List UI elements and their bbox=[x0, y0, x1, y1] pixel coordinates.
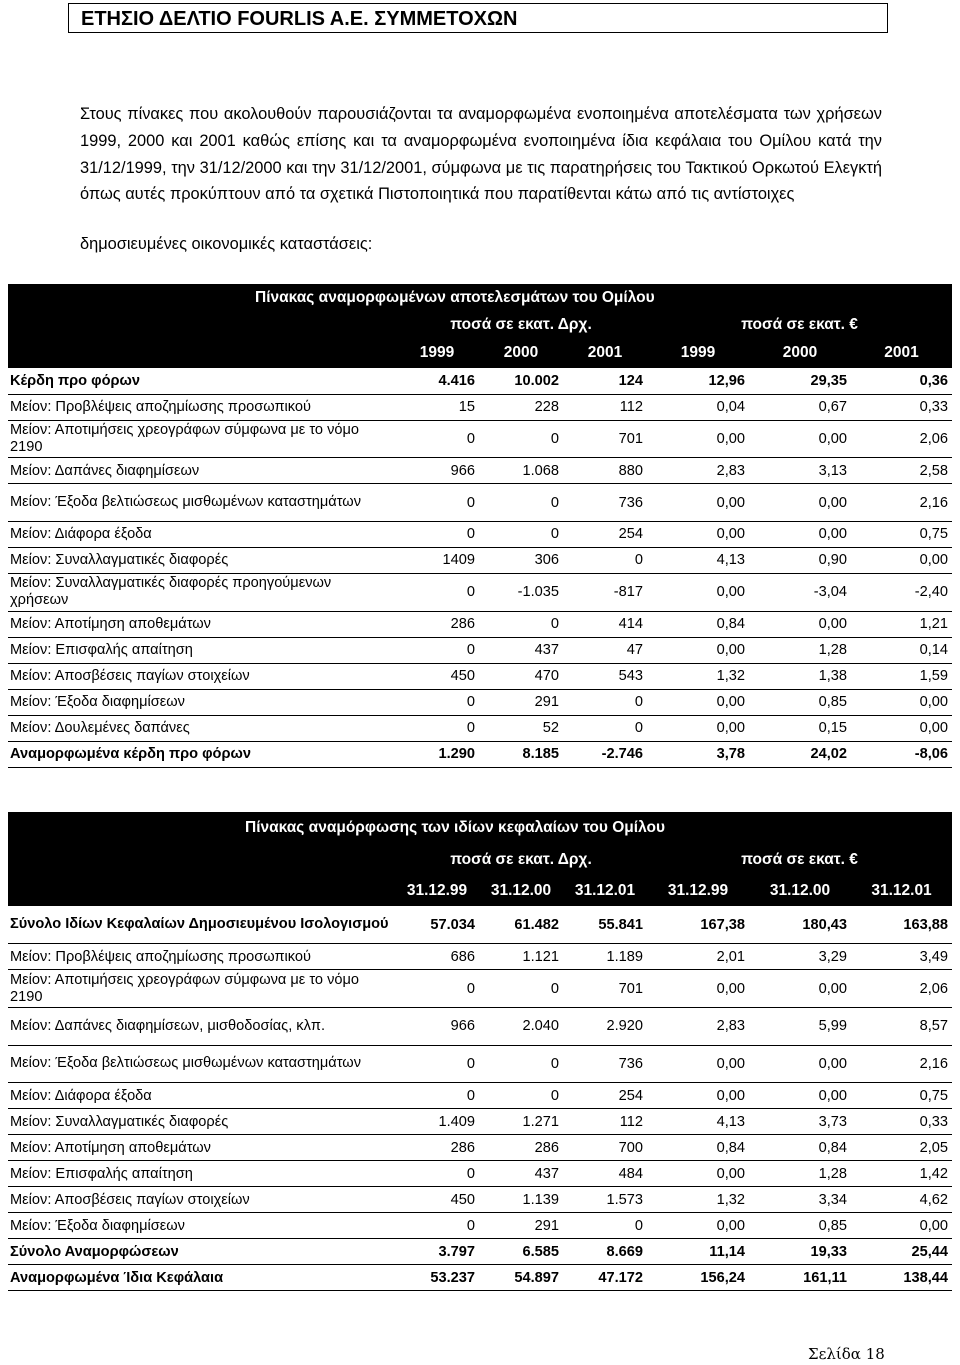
row-value: 1.068 bbox=[479, 458, 563, 484]
row-label: Μείον: Συναλλαγματικές διαφορές προηγούμενων χρήσεων bbox=[8, 573, 395, 611]
row-value: 0 bbox=[395, 1161, 479, 1187]
row-value: 0,14 bbox=[851, 637, 952, 663]
row-value: 0 bbox=[479, 1083, 563, 1109]
row-value: -1.035 bbox=[479, 573, 563, 611]
row-value: 1.409 bbox=[395, 1109, 479, 1135]
row-value: 0 bbox=[395, 573, 479, 611]
row-value: 306 bbox=[479, 547, 563, 573]
row-value: 12,96 bbox=[647, 368, 749, 394]
table2-col-header: 31.12.01 bbox=[851, 876, 952, 906]
row-value: 0,00 bbox=[749, 611, 851, 637]
row-value: -817 bbox=[563, 573, 647, 611]
table-row bbox=[8, 1045, 952, 1083]
table-row bbox=[8, 368, 952, 394]
row-value: 55.841 bbox=[563, 906, 647, 944]
row-value: -3,04 bbox=[749, 573, 851, 611]
row-value: 2.040 bbox=[479, 1007, 563, 1045]
row-value: 0,00 bbox=[647, 1213, 749, 1239]
row-label: Μείον: Προβλέψεις αποζημίωσης προσωπικού bbox=[8, 944, 395, 970]
table2-group-drachma: ποσά σε εκατ. Δρχ. bbox=[395, 844, 647, 876]
table1-col-header: 1999 bbox=[395, 338, 479, 368]
row-value: 10.002 bbox=[479, 368, 563, 394]
row-value: 0,00 bbox=[647, 420, 749, 458]
row-value: 414 bbox=[563, 611, 647, 637]
row-label: Σύνολο Ιδίων Κεφαλαίων Δημοσιευμένου Ισολογισμού bbox=[8, 906, 395, 944]
row-value: 1,38 bbox=[749, 663, 851, 689]
row-value: 437 bbox=[479, 637, 563, 663]
row-value: 167,38 bbox=[647, 906, 749, 944]
intro-paragraph-last-line: δημοσιευμένες οικονομικές καταστάσεις: bbox=[80, 235, 373, 253]
adjusted-equity-table bbox=[8, 812, 952, 1291]
row-value: 57.034 bbox=[395, 906, 479, 944]
row-value: 0,90 bbox=[749, 547, 851, 573]
row-label: Μείον: Έξοδα βελτιώσεως μισθωμένων καταστημάτων bbox=[8, 1045, 395, 1083]
table-row bbox=[8, 689, 952, 715]
table1-col-header: 1999 bbox=[647, 338, 749, 368]
row-label: Μείον: Επισφαλής απαίτηση bbox=[8, 1161, 395, 1187]
row-value: 2,06 bbox=[851, 420, 952, 458]
row-value: 0 bbox=[395, 1083, 479, 1109]
row-value: 701 bbox=[563, 970, 647, 1008]
row-label: Κέρδη προ φόρων bbox=[8, 368, 395, 394]
row-value: 450 bbox=[395, 1187, 479, 1213]
row-value: 0 bbox=[395, 521, 479, 547]
row-value: 0,00 bbox=[647, 484, 749, 522]
table1-col-header: 2001 bbox=[851, 338, 952, 368]
table-row bbox=[8, 970, 952, 1008]
row-value: 29,35 bbox=[749, 368, 851, 394]
row-value: 3,78 bbox=[647, 741, 749, 767]
row-value: 0,00 bbox=[749, 484, 851, 522]
row-value: 4,13 bbox=[647, 1109, 749, 1135]
row-value: 0 bbox=[563, 715, 647, 741]
row-value: 0,00 bbox=[647, 1161, 749, 1187]
row-value: 1,28 bbox=[749, 637, 851, 663]
row-label: Μείον: Έξοδα διαφημίσεων bbox=[8, 689, 395, 715]
row-value: 0 bbox=[479, 420, 563, 458]
row-value: 2,16 bbox=[851, 484, 952, 522]
row-label: Μείον: Επισφαλής απαίτηση bbox=[8, 637, 395, 663]
table-row bbox=[8, 1083, 952, 1109]
row-value: 163,88 bbox=[851, 906, 952, 944]
row-label: Μείον: Αποσβέσεις παγίων στοιχείων bbox=[8, 1187, 395, 1213]
row-label: Μείον: Αποτίμηση αποθεμάτων bbox=[8, 1135, 395, 1161]
row-value: -2.746 bbox=[563, 741, 647, 767]
table-row bbox=[8, 741, 952, 767]
row-value: 0,00 bbox=[647, 689, 749, 715]
table-row bbox=[8, 573, 952, 611]
row-value: 0 bbox=[563, 547, 647, 573]
row-value: 52 bbox=[479, 715, 563, 741]
row-value: 0,84 bbox=[749, 1135, 851, 1161]
row-value: 0,75 bbox=[851, 521, 952, 547]
row-value: 0 bbox=[479, 611, 563, 637]
table2-col-header: 31.12.01 bbox=[563, 876, 647, 906]
row-value: 450 bbox=[395, 663, 479, 689]
row-value: 6.585 bbox=[479, 1239, 563, 1265]
row-value: 1,42 bbox=[851, 1161, 952, 1187]
row-value: 0,00 bbox=[851, 1213, 952, 1239]
row-value: 686 bbox=[395, 944, 479, 970]
row-value: 254 bbox=[563, 1083, 647, 1109]
table2-col-header: 31.12.99 bbox=[395, 876, 479, 906]
row-value: 0 bbox=[395, 970, 479, 1008]
row-value: 286 bbox=[479, 1135, 563, 1161]
row-value: 484 bbox=[563, 1161, 647, 1187]
row-value: 0 bbox=[395, 637, 479, 663]
row-value: 0,85 bbox=[749, 689, 851, 715]
table1-col-header: 2001 bbox=[563, 338, 647, 368]
row-value: 0 bbox=[479, 1045, 563, 1083]
row-value: 0,00 bbox=[851, 689, 952, 715]
row-value: 1409 bbox=[395, 547, 479, 573]
row-value: 47.172 bbox=[563, 1265, 647, 1291]
row-value: 19,33 bbox=[749, 1239, 851, 1265]
row-value: 0,00 bbox=[647, 1083, 749, 1109]
table-row bbox=[8, 458, 952, 484]
table1-title: Πίνακας αναμορφωμένων αποτελεσμάτων του Ομίλου bbox=[255, 288, 655, 306]
table1-col-header: 2000 bbox=[479, 338, 563, 368]
row-label: Μείον: Δουλεμένες δαπάνες bbox=[8, 715, 395, 741]
row-value: 0,84 bbox=[647, 1135, 749, 1161]
row-value: 1,32 bbox=[647, 1187, 749, 1213]
table-row bbox=[8, 1239, 952, 1265]
row-value: 2,83 bbox=[647, 1007, 749, 1045]
row-label: Σύνολο Αναμορφώσεων bbox=[8, 1239, 395, 1265]
table1-group-euro: ποσά σε εκατ. € bbox=[647, 311, 952, 338]
row-value: 3,13 bbox=[749, 458, 851, 484]
row-value: 53.237 bbox=[395, 1265, 479, 1291]
table-row bbox=[8, 1109, 952, 1135]
row-value: 8.185 bbox=[479, 741, 563, 767]
table-row bbox=[8, 1007, 952, 1045]
row-value: 700 bbox=[563, 1135, 647, 1161]
row-value: 112 bbox=[563, 1109, 647, 1135]
row-label: Μείον: Διάφορα έξοδα bbox=[8, 521, 395, 547]
row-value: 228 bbox=[479, 394, 563, 420]
table-row bbox=[8, 1213, 952, 1239]
table-row bbox=[8, 637, 952, 663]
row-value: 291 bbox=[479, 689, 563, 715]
row-value: 3,49 bbox=[851, 944, 952, 970]
row-value: 2,83 bbox=[647, 458, 749, 484]
row-value: 1.189 bbox=[563, 944, 647, 970]
row-value: 291 bbox=[479, 1213, 563, 1239]
row-value: 0 bbox=[563, 1213, 647, 1239]
row-value: 0 bbox=[563, 689, 647, 715]
row-value: 0,00 bbox=[749, 521, 851, 547]
row-label: Μείον: Αποτιμήσεις χρεογράφων σύμφωνα με το νόμο 2190 bbox=[8, 970, 395, 1008]
row-label: Μείον: Συναλλαγματικές διαφορές bbox=[8, 547, 395, 573]
row-value: 0,00 bbox=[647, 573, 749, 611]
row-value: 0,00 bbox=[647, 970, 749, 1008]
row-value: 736 bbox=[563, 1045, 647, 1083]
row-value: 1.139 bbox=[479, 1187, 563, 1213]
table1-col-header: 2000 bbox=[749, 338, 851, 368]
row-value: 11,14 bbox=[647, 1239, 749, 1265]
row-label: Μείον: Διάφορα έξοδα bbox=[8, 1083, 395, 1109]
row-value: 3.797 bbox=[395, 1239, 479, 1265]
row-value: 1,28 bbox=[749, 1161, 851, 1187]
row-label: Μείον: Δαπάνες διαφημίσεων, μισθοδοσίας, κλπ. bbox=[8, 1007, 395, 1045]
row-value: -2,40 bbox=[851, 573, 952, 611]
table-row bbox=[8, 1135, 952, 1161]
row-value: 1.290 bbox=[395, 741, 479, 767]
row-value: 0 bbox=[479, 521, 563, 547]
row-value: 0,33 bbox=[851, 394, 952, 420]
table-row bbox=[8, 1161, 952, 1187]
row-value: 0,00 bbox=[647, 1045, 749, 1083]
row-value: 0 bbox=[395, 1213, 479, 1239]
table2-col-header: 31.12.00 bbox=[749, 876, 851, 906]
table-row bbox=[8, 521, 952, 547]
row-value: 0,00 bbox=[749, 970, 851, 1008]
row-value: 3,34 bbox=[749, 1187, 851, 1213]
row-value: 8,57 bbox=[851, 1007, 952, 1045]
row-value: 1.121 bbox=[479, 944, 563, 970]
row-value: 0,00 bbox=[647, 521, 749, 547]
row-label: Αναμορφωμένα κέρδη προ φόρων bbox=[8, 741, 395, 767]
table2-col-header: 31.12.00 bbox=[479, 876, 563, 906]
adjusted-results-table bbox=[8, 284, 952, 768]
table-row bbox=[8, 420, 952, 458]
row-value: 0,33 bbox=[851, 1109, 952, 1135]
page-number: Σελίδα 18 bbox=[808, 1345, 885, 1363]
row-value: 2.920 bbox=[563, 1007, 647, 1045]
row-value: 0,04 bbox=[647, 394, 749, 420]
row-value: 2,16 bbox=[851, 1045, 952, 1083]
row-label: Μείον: Έξοδα βελτιώσεως μισθωμένων καταστημάτων bbox=[8, 484, 395, 522]
row-label: Μείον: Αποσβέσεις παγίων στοιχείων bbox=[8, 663, 395, 689]
row-value: 701 bbox=[563, 420, 647, 458]
row-value: 2,01 bbox=[647, 944, 749, 970]
row-value: 0 bbox=[395, 420, 479, 458]
row-value: 0,00 bbox=[851, 547, 952, 573]
row-value: 0,00 bbox=[851, 715, 952, 741]
table-row bbox=[8, 484, 952, 522]
row-value: 0,15 bbox=[749, 715, 851, 741]
row-value: 966 bbox=[395, 458, 479, 484]
table2-title: Πίνακας αναμόρφωσης των ιδίων κεφαλαίων του Ομίλου bbox=[245, 819, 665, 836]
row-value: 0,00 bbox=[749, 1083, 851, 1109]
row-value: 736 bbox=[563, 484, 647, 522]
row-value: 25,44 bbox=[851, 1239, 952, 1265]
row-value: 966 bbox=[395, 1007, 479, 1045]
row-value: 0 bbox=[395, 1045, 479, 1083]
row-value: 124 bbox=[563, 368, 647, 394]
table-row bbox=[8, 663, 952, 689]
row-value: 470 bbox=[479, 663, 563, 689]
row-value: 3,29 bbox=[749, 944, 851, 970]
row-value: 0 bbox=[395, 715, 479, 741]
row-value: 2,06 bbox=[851, 970, 952, 1008]
row-label: Μείον: Έξοδα διαφημίσεων bbox=[8, 1213, 395, 1239]
intro-paragraph: Στους πίνακες που ακολουθούν παρουσιάζονται τα αναμορφωμένα ενοποιημένα αποτελέσματα των χρήσεων 1999, 2000 και 2001 καθώς επίσης και τα αναμορφωμένα ενοποιημένα ίδια κεφάλαια του Ομίλου κατά την 31/12/1999, την 31/12/2000 και την 31/12/2001, σύμφωνα με τις παρατηρήσεις του Τακτικού Ορκωτού Ελεγκτή όπως αυτές προκύπτουν από τα σχετικά Πιστοποιητικά που παρατίθενται κάτω από τις αντίστοιχες bbox=[80, 105, 882, 204]
row-value: 1,21 bbox=[851, 611, 952, 637]
row-value: 54.897 bbox=[479, 1265, 563, 1291]
row-value: 0,85 bbox=[749, 1213, 851, 1239]
row-value: 138,44 bbox=[851, 1265, 952, 1291]
row-value: 0 bbox=[395, 484, 479, 522]
row-value: 286 bbox=[395, 611, 479, 637]
row-value: 0 bbox=[479, 484, 563, 522]
table-row bbox=[8, 906, 952, 944]
table-row bbox=[8, 1187, 952, 1213]
row-value: 0,00 bbox=[647, 715, 749, 741]
row-value: 2,05 bbox=[851, 1135, 952, 1161]
table-row bbox=[8, 1265, 952, 1291]
row-value: 112 bbox=[563, 394, 647, 420]
row-value: 156,24 bbox=[647, 1265, 749, 1291]
row-value: 161,11 bbox=[749, 1265, 851, 1291]
row-value: 1.271 bbox=[479, 1109, 563, 1135]
row-value: 8.669 bbox=[563, 1239, 647, 1265]
row-value: 0,67 bbox=[749, 394, 851, 420]
table1-group-drachma: ποσά σε εκατ. Δρχ. bbox=[395, 311, 647, 338]
row-value: 286 bbox=[395, 1135, 479, 1161]
row-value: 180,43 bbox=[749, 906, 851, 944]
table2-col-header: 31.12.99 bbox=[647, 876, 749, 906]
row-label: Μείον: Αποτίμηση αποθεμάτων bbox=[8, 611, 395, 637]
table-row bbox=[8, 715, 952, 741]
row-value: 15 bbox=[395, 394, 479, 420]
row-value: 880 bbox=[563, 458, 647, 484]
row-value: 5,99 bbox=[749, 1007, 851, 1045]
row-value: 0,00 bbox=[647, 637, 749, 663]
row-value: 543 bbox=[563, 663, 647, 689]
row-value: 1.573 bbox=[563, 1187, 647, 1213]
table-row bbox=[8, 394, 952, 420]
row-value: 61.482 bbox=[479, 906, 563, 944]
row-value: 3,73 bbox=[749, 1109, 851, 1135]
row-value: 0,75 bbox=[851, 1083, 952, 1109]
row-label: Μείον: Προβλέψεις αποζημίωσης προσωπικού bbox=[8, 394, 395, 420]
row-value: -8,06 bbox=[851, 741, 952, 767]
row-value: 0,36 bbox=[851, 368, 952, 394]
row-label: Μείον: Αποτιμήσεις χρεογράφων σύμφωνα με το νόμο 2190 bbox=[8, 420, 395, 458]
row-value: 0 bbox=[479, 970, 563, 1008]
row-value: 437 bbox=[479, 1161, 563, 1187]
table-row bbox=[8, 547, 952, 573]
row-value: 4,62 bbox=[851, 1187, 952, 1213]
row-value: 254 bbox=[563, 521, 647, 547]
row-value: 1,59 bbox=[851, 663, 952, 689]
row-value: 47 bbox=[563, 637, 647, 663]
row-value: 0,00 bbox=[749, 1045, 851, 1083]
row-label: Μείον: Δαπάνες διαφημίσεων bbox=[8, 458, 395, 484]
row-value: 4,13 bbox=[647, 547, 749, 573]
row-value: 2,58 bbox=[851, 458, 952, 484]
table-row bbox=[8, 611, 952, 637]
row-label: Αναμορφωμένα Ίδια Κεφάλαια bbox=[8, 1265, 395, 1291]
row-value: 0,00 bbox=[749, 420, 851, 458]
row-value: 4.416 bbox=[395, 368, 479, 394]
row-value: 0 bbox=[395, 689, 479, 715]
row-label: Μείον: Συναλλαγματικές διαφορές bbox=[8, 1109, 395, 1135]
document-header: ΕΤΗΣΙΟ ΔΕΛΤΙΟ FOURLIS A.E. ΣΥΜΜΕΤΟΧΩΝ bbox=[68, 3, 888, 33]
row-value: 1,32 bbox=[647, 663, 749, 689]
table2-group-euro: ποσά σε εκατ. € bbox=[647, 844, 952, 876]
table-row bbox=[8, 944, 952, 970]
row-value: 0,84 bbox=[647, 611, 749, 637]
row-value: 24,02 bbox=[749, 741, 851, 767]
